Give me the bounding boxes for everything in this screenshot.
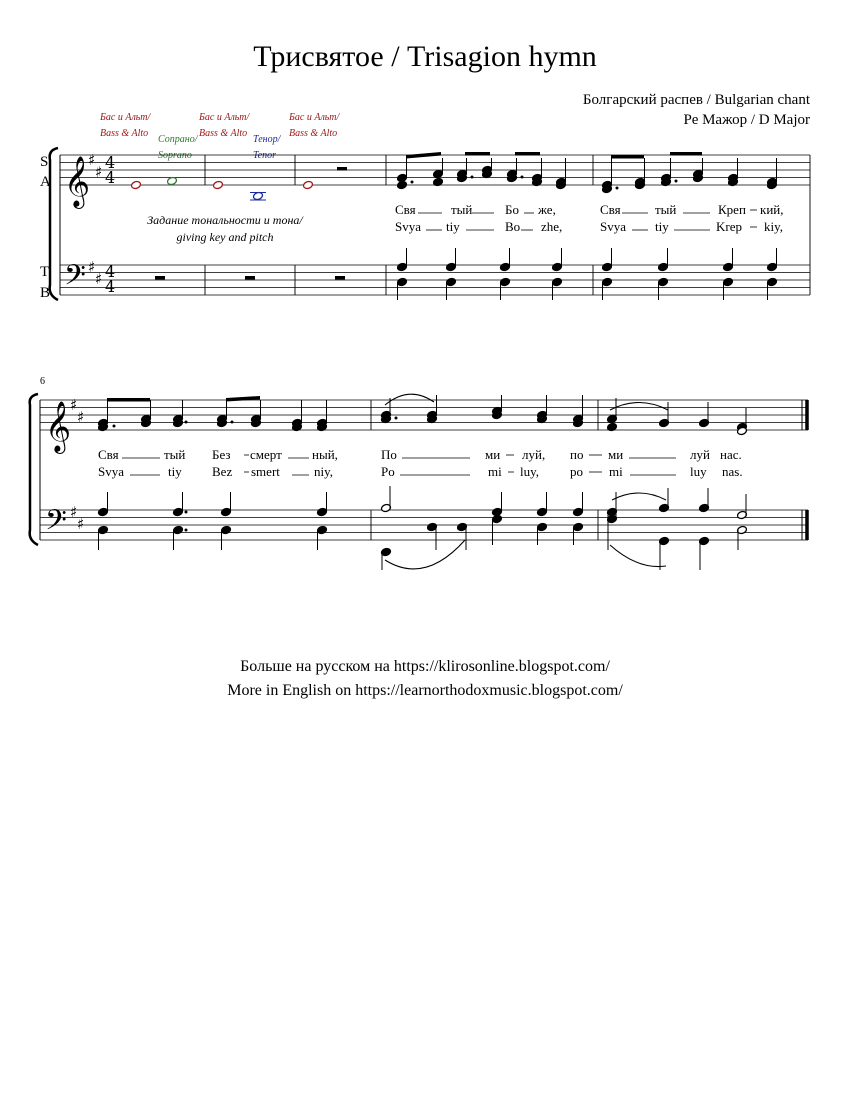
lyric: Krep [716,219,742,234]
lyric: Svya [600,219,626,234]
sharp: ♯ [70,396,78,414]
note-head [98,525,109,534]
dot [471,176,474,179]
note-head [397,277,408,286]
lyric: луй [690,447,710,462]
beam [465,152,490,156]
lyric: Свя [98,447,119,462]
lyric: Свя [600,202,621,217]
lyric: kiy, [764,219,784,234]
lyric: смерт [250,447,282,462]
hint-bass-alto-1: Бас и Альт/ Bass & Alto [100,112,151,139]
note-head [131,180,142,189]
lyric: по [570,447,584,462]
note-head [767,277,778,286]
beam [406,152,441,159]
dot [411,181,414,184]
dot [616,187,619,190]
lyric: Bez [212,464,233,479]
lyric: ми [608,447,624,462]
note-head [552,277,563,286]
lyric: Po [381,464,395,479]
time-sig: 4 [105,168,116,187]
lyric: luy [690,464,707,479]
lyric: ми [485,447,501,462]
slur [385,540,465,569]
hint-bass-alto-3: Бас и Альт/ Bass & Alto [289,112,340,139]
note-head [397,180,408,189]
part-label-b: B [40,285,51,301]
note-head [573,522,584,531]
lyric: тый [451,202,473,217]
lyric: луй, [522,447,546,462]
time-sig: 4 [105,153,116,172]
note-head [98,507,109,516]
footer-links [0,655,850,703]
lyric: тый [164,447,186,462]
bass-clef: 𝄢 [64,259,86,299]
beam [226,396,260,402]
lyric: Свя [395,202,416,217]
sharp: ♯ [77,515,85,533]
lyric: tiy [446,219,460,234]
slur [610,545,666,567]
whole-rest [337,167,347,171]
time-sig: 4 [105,277,116,296]
treble-clef: 𝄞 [45,401,72,452]
sharp: ♯ [70,503,78,521]
bass-clef: 𝄢 [45,504,67,544]
dot [675,180,678,183]
lyric: tiy [168,464,182,479]
key-line: Ре Мажор / D Major [683,112,810,128]
lyric: tiy [655,219,669,234]
system-bracket [30,394,38,545]
note-head [317,507,328,516]
lyric: тый [655,202,677,217]
treble-clef: 𝄞 [64,156,91,207]
sharp: ♯ [77,408,85,426]
beam [107,398,150,402]
beam [670,152,702,156]
note-head [723,262,734,271]
lyric: Креп [718,202,746,217]
note-head [173,525,184,534]
lyric: niy, [314,464,334,479]
lyric: кий, [760,202,784,217]
lyric: Svya [395,219,421,234]
note-head [552,262,563,271]
part-label-t: T [40,264,50,280]
composer-line: Болгарский распев / Bulgarian chant [582,92,810,108]
dot [113,425,116,428]
dot [185,511,188,514]
whole-rest [155,276,165,280]
note-head [658,277,669,286]
beam [611,155,644,159]
slur [610,403,668,411]
note-head [537,507,548,516]
whole-rest [335,276,345,280]
note-head [221,507,232,516]
hint-tenor: Тенор/ Tenor [253,134,281,161]
lyric: Бо [505,202,519,217]
lyric: Bo [505,219,521,234]
slur [612,493,666,500]
sharp: ♯ [88,258,96,276]
time-sig: 4 [105,262,116,281]
note-head [602,277,613,286]
note-head [446,262,457,271]
lyric: zhe, [541,219,563,234]
note-head [303,180,314,189]
footer-link-russian[interactable]: Больше на русском на https://klirosonline.blogspot.com/ [240,658,610,675]
note-head [500,262,511,271]
lyric: mi [488,464,502,479]
lyric: же, [538,202,556,217]
lyric: luy, [520,464,540,479]
note-head [767,262,778,271]
sharp: ♯ [95,163,103,181]
note-head [317,525,328,534]
measure-number: 6 [40,376,45,387]
lyric: nas. [722,464,743,479]
dot [185,529,188,532]
slur [385,394,434,405]
note-head [537,522,548,531]
system-bracket [50,148,58,300]
page-title: Трисвятое / Trisagion hymn [253,40,597,73]
note-head [723,277,734,286]
note-head [173,507,184,516]
lyric: ный, [312,447,338,462]
part-label-a: A [40,174,51,190]
lyric: po [570,464,583,479]
note-head [446,277,457,286]
lyric: Без [212,447,231,462]
lyric: По [381,447,397,462]
note-head [492,514,503,523]
dot [395,417,398,420]
hint-soprano: Сопрано/ Soprano [158,134,198,161]
note-head [213,180,224,189]
lyric: mi [609,464,623,479]
dot [521,176,524,179]
instruction-text: Задание тональности и тона/ giving key and pitch [147,213,303,244]
note-head [573,507,584,516]
whole-rest [245,276,255,280]
sharp: ♯ [95,270,103,288]
note-head [602,262,613,271]
note-head [397,262,408,271]
lyric: smert [251,464,280,479]
note-head [221,525,232,534]
dot [185,421,188,424]
sharp: ♯ [88,151,96,169]
part-label-s: S [40,154,49,170]
footer-link-english[interactable]: More in English on https://learnorthodoxmusic.blogspot.com/ [227,682,623,699]
beam [515,152,540,156]
lyric: нас. [720,447,742,462]
note-head [658,262,669,271]
lyric: Svya [98,464,124,479]
dot [231,421,234,424]
hint-bass-alto-2: Бас и Альт/ Bass & Alto [199,112,250,139]
note-head [500,277,511,286]
